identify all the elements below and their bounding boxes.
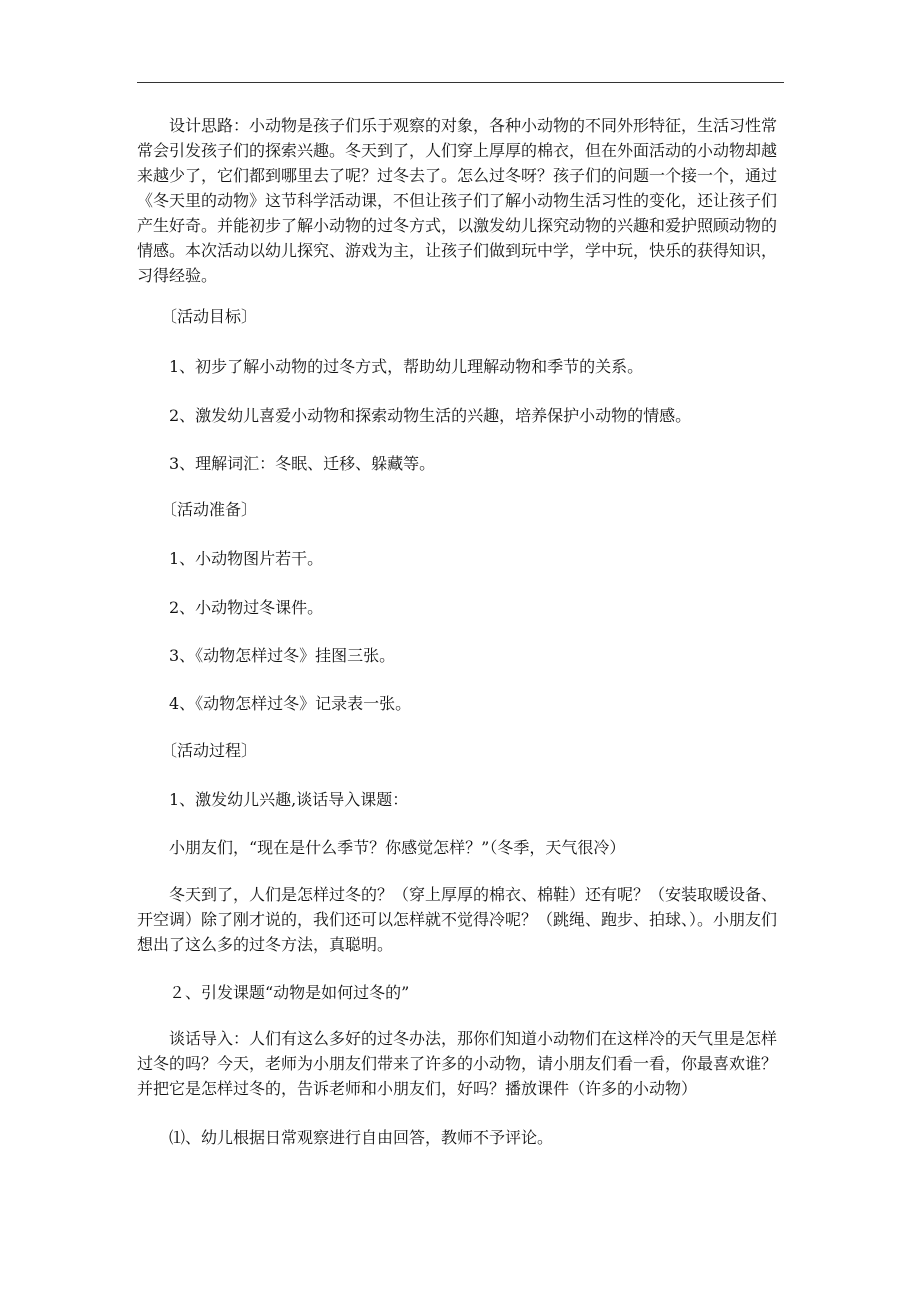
process-step-2-1: ⑴、幼儿根据日常观察进行自由回答，教师不予评论。: [137, 1128, 554, 1147]
dialogue-line: 过冬的吗？今天，老师为小朋友们带来了许多的小动物，请小朋友们看一看，你最喜欢谁？: [137, 1054, 778, 1073]
intro-line: 设计思路：小动物是孩子们乐于观察的对象，各种小动物的不同外形特征，生活习性常: [137, 116, 778, 135]
intro-line: 常会引发孩子们的探索兴趣。冬天到了，人们穿上厚厚的棉衣，但在外面活动的小动物却越: [137, 141, 778, 160]
prep-item-1: 1、小动物图片若干。: [137, 549, 324, 568]
intro-line: 来越少了，它们都到哪里去了呢？过冬去了。怎么过冬呀？孩子们的问题一个接一个，通过: [137, 166, 778, 185]
goal-item-3: 3、理解词汇：冬眠、迁移、躲藏等。: [137, 454, 436, 473]
goals-heading: 〔活动目标〕: [137, 307, 258, 326]
intro-line: 习得经验。: [137, 266, 218, 285]
dialogue-paragraph-1: 小朋友们，“现在是什么季节？你感觉怎样？”（冬季，天气很冷）: [137, 838, 626, 857]
dialogue-line: 并把它是怎样过冬的，告诉老师和小朋友们，好吗？播放课件（许多的小动物）: [137, 1079, 698, 1098]
intro-line: 产生好奇。并能初步了解小动物的过冬方式，以激发幼儿探究动物的兴趣和爱护照顾动物的: [137, 216, 778, 235]
dialogue-line: 谈话导入：人们有这么多好的过冬办法，那你们知道小动物们在这样冷的天气里是怎样: [137, 1029, 778, 1048]
prep-heading: 〔活动准备〕: [137, 500, 258, 519]
intro-line: 《冬天里的动物》这节科学活动课，不但让孩子们了解小动物生活习性的变化，还让孩子们: [137, 191, 778, 210]
header-rule: [137, 82, 784, 83]
process-step-2: ２、引发课题“动物是如何过冬的”: [137, 983, 410, 1002]
dialogue-line: 想出了这么多的过冬方法，真聪明。: [137, 935, 394, 954]
dialogue-line: 开空调）除了刚才说的，我们还可以怎样就不觉得冷呢？（跳绳、跑步、拍球、）。小朋友们: [137, 910, 778, 929]
goal-item-2: 2、激发幼儿喜爱小动物和探索动物生活的兴趣，培养保护小动物的情感。: [137, 406, 692, 425]
prep-item-3: 3、《动物怎样过冬》挂图三张。: [137, 646, 396, 665]
dialogue-line: 冬天到了，人们是怎样过冬的？（穿上厚厚的棉衣、棉鞋）还有呢？（安装取暖设备、: [137, 885, 778, 904]
process-heading: 〔活动过程〕: [137, 741, 258, 760]
dialogue-paragraph-3: [137, 1026, 787, 1101]
process-step-1: 1、激发幼儿兴趣,谈话导入课题：: [137, 790, 409, 809]
dialogue-paragraph-2: [137, 882, 787, 957]
intro-line: 情感。本次活动以幼儿探究、游戏为主，让孩子们做到玩中学，学中玩，快乐的获得知识，: [137, 241, 778, 260]
prep-item-4: 4、《动物怎样过冬》记录表一张。: [137, 694, 412, 713]
intro-paragraph: [137, 113, 787, 288]
prep-item-2: 2、小动物过冬课件。: [137, 598, 324, 617]
goal-item-1: 1、初步了解小动物的过冬方式，帮助幼儿理解动物和季节的关系。: [137, 357, 644, 376]
